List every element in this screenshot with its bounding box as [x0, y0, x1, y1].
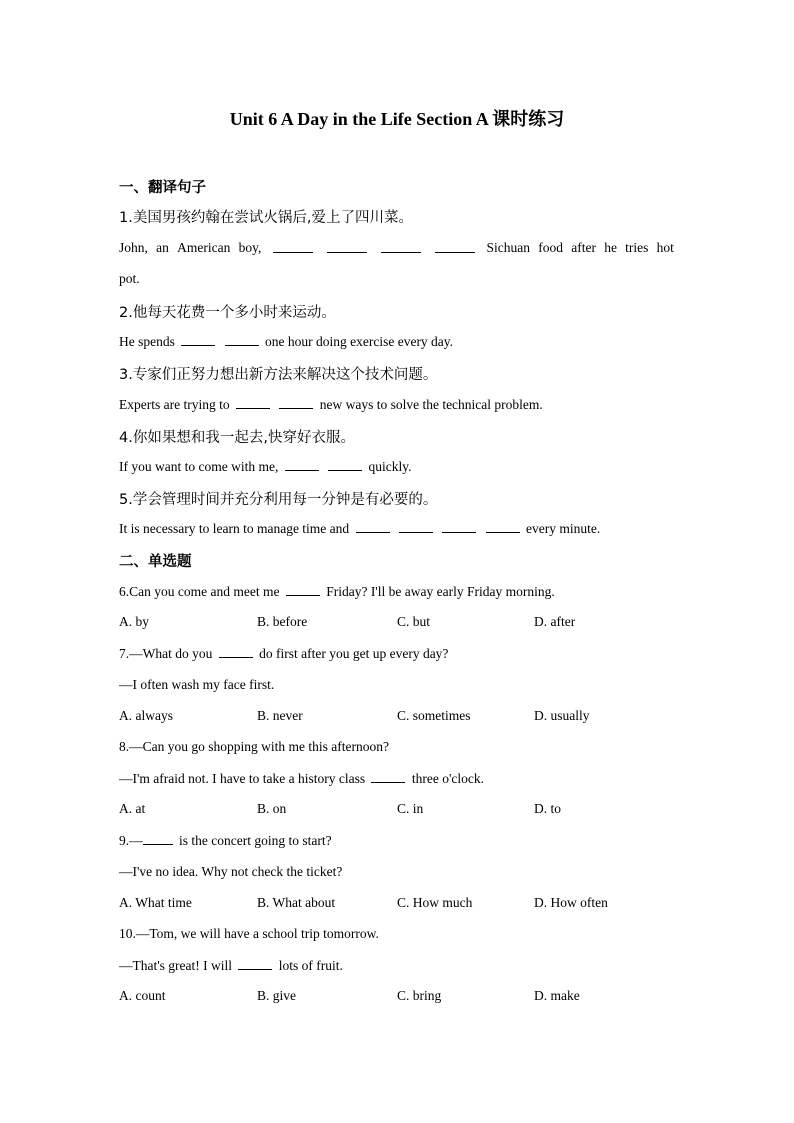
- answer-blank[interactable]: [143, 832, 173, 845]
- stem-text: do first after you get up every day?: [259, 646, 449, 661]
- answer-blank[interactable]: [486, 520, 520, 533]
- word: an: [156, 240, 169, 255]
- word: boy,: [238, 240, 262, 255]
- question-5-chinese: 5.学会管理时间并充分利用每一分钟是有必要的。: [119, 492, 438, 508]
- stem-text: —That's great! I will: [119, 958, 233, 973]
- question-8-response: [119, 770, 484, 787]
- option-d[interactable]: D. make: [534, 988, 580, 1003]
- option-b[interactable]: B. before: [257, 614, 308, 629]
- question-10-response: [119, 957, 343, 974]
- answer-blank[interactable]: [279, 396, 313, 409]
- question-3-chinese: 3.专家们正努力想出新方法来解决这个技术问题。: [119, 367, 438, 383]
- option-b[interactable]: B. on: [257, 801, 287, 816]
- sentence-end: new ways to solve the technical problem.: [319, 397, 543, 412]
- option-c[interactable]: C. sometimes: [397, 708, 471, 723]
- option-a[interactable]: A. always: [119, 708, 173, 723]
- answer-blank[interactable]: [442, 520, 476, 533]
- answer-blank[interactable]: [371, 770, 405, 783]
- question-6-stem: [119, 583, 555, 600]
- question-7-response: —I often wash my face first.: [119, 677, 275, 692]
- answer-blank[interactable]: [219, 645, 253, 658]
- option-d[interactable]: D. How often: [534, 895, 608, 910]
- question-2-chinese: 2.他每天花费一个多小时来运动。: [119, 305, 336, 321]
- sentence-end: quickly.: [368, 459, 412, 474]
- answer-blank[interactable]: [181, 333, 215, 346]
- option-d[interactable]: D. usually: [534, 708, 590, 723]
- answer-blank[interactable]: [399, 520, 433, 533]
- question-2-english: [119, 333, 453, 350]
- sentence-start: It is necessary to learn to manage time and: [119, 521, 350, 536]
- option-c[interactable]: C. bring: [397, 988, 442, 1003]
- question-9-stem: [119, 832, 332, 849]
- section-heading-translate: 一、翻译句子: [119, 180, 206, 196]
- option-a[interactable]: A. What time: [119, 895, 192, 910]
- option-d[interactable]: D. to: [534, 801, 561, 816]
- word: tries: [625, 240, 649, 255]
- stem-text: 9.—: [119, 833, 143, 848]
- question-1-english: [119, 240, 674, 256]
- question-1-continuation: pot.: [119, 271, 140, 286]
- option-b[interactable]: B. never: [257, 708, 303, 723]
- sentence-end: one hour doing exercise every day.: [265, 334, 454, 349]
- answer-blank[interactable]: [285, 458, 319, 471]
- word: food: [538, 240, 563, 255]
- word: American: [177, 240, 231, 255]
- word: after: [571, 240, 596, 255]
- answer-blank[interactable]: [236, 396, 270, 409]
- word: he: [604, 240, 617, 255]
- option-c[interactable]: C. How much: [397, 895, 473, 910]
- stem-text: is the concert going to start?: [179, 833, 332, 848]
- answer-blank[interactable]: [435, 240, 475, 253]
- stem-text: 6.Can you come and meet me: [119, 584, 280, 599]
- stem-text: lots of fruit.: [278, 958, 343, 973]
- answer-blank[interactable]: [225, 333, 259, 346]
- question-1-chinese: 1.美国男孩约翰在尝试火锅后,爱上了四川菜。: [119, 210, 413, 226]
- option-c[interactable]: C. but: [397, 614, 431, 629]
- answer-blank[interactable]: [328, 458, 362, 471]
- answer-blank[interactable]: [356, 520, 390, 533]
- question-3-english: [119, 396, 543, 413]
- page-title: Unit 6 A Day in the Life Section A 课时练习: [229, 109, 565, 129]
- question-4-english: [119, 458, 411, 475]
- question-4-chinese: 4.你如果想和我一起去,快穿好衣服。: [119, 430, 355, 446]
- word: hot: [656, 240, 674, 255]
- option-b[interactable]: B. give: [257, 988, 296, 1003]
- word: John,: [119, 240, 148, 255]
- option-a[interactable]: A. count: [119, 988, 166, 1003]
- answer-blank[interactable]: [327, 240, 367, 253]
- answer-blank[interactable]: [286, 583, 320, 596]
- stem-text: Friday? I'll be away early Friday morning.: [326, 584, 555, 599]
- answer-blank[interactable]: [238, 957, 272, 970]
- question-8-stem: 8.—Can you go shopping with me this afternoon?: [119, 739, 389, 754]
- option-a[interactable]: A. at: [119, 801, 146, 816]
- sentence-start: He spends: [119, 334, 175, 349]
- stem-text: —I'm afraid not. I have to take a history class: [119, 771, 366, 786]
- question-9-response: —I've no idea. Why not check the ticket?: [119, 864, 343, 879]
- question-5-english: [119, 520, 600, 537]
- question-10-stem: 10.—Tom, we will have a school trip tomorrow.: [119, 926, 379, 941]
- option-c[interactable]: C. in: [397, 801, 424, 816]
- stem-text: three o'clock.: [411, 771, 485, 786]
- option-d[interactable]: D. after: [534, 614, 576, 629]
- answer-blank[interactable]: [381, 240, 421, 253]
- sentence-end: every minute.: [526, 521, 601, 536]
- sentence-start: If you want to come with me,: [119, 459, 279, 474]
- section-heading-single-choice: 二、单选题: [119, 554, 192, 570]
- sentence-start: Experts are trying to: [119, 397, 230, 412]
- stem-text: 7.—What do you: [119, 646, 213, 661]
- word: Sichuan: [486, 240, 530, 255]
- option-a[interactable]: A. by: [119, 614, 149, 629]
- question-7-stem: [119, 645, 448, 662]
- answer-blank[interactable]: [273, 240, 313, 253]
- option-b[interactable]: B. What about: [257, 895, 336, 910]
